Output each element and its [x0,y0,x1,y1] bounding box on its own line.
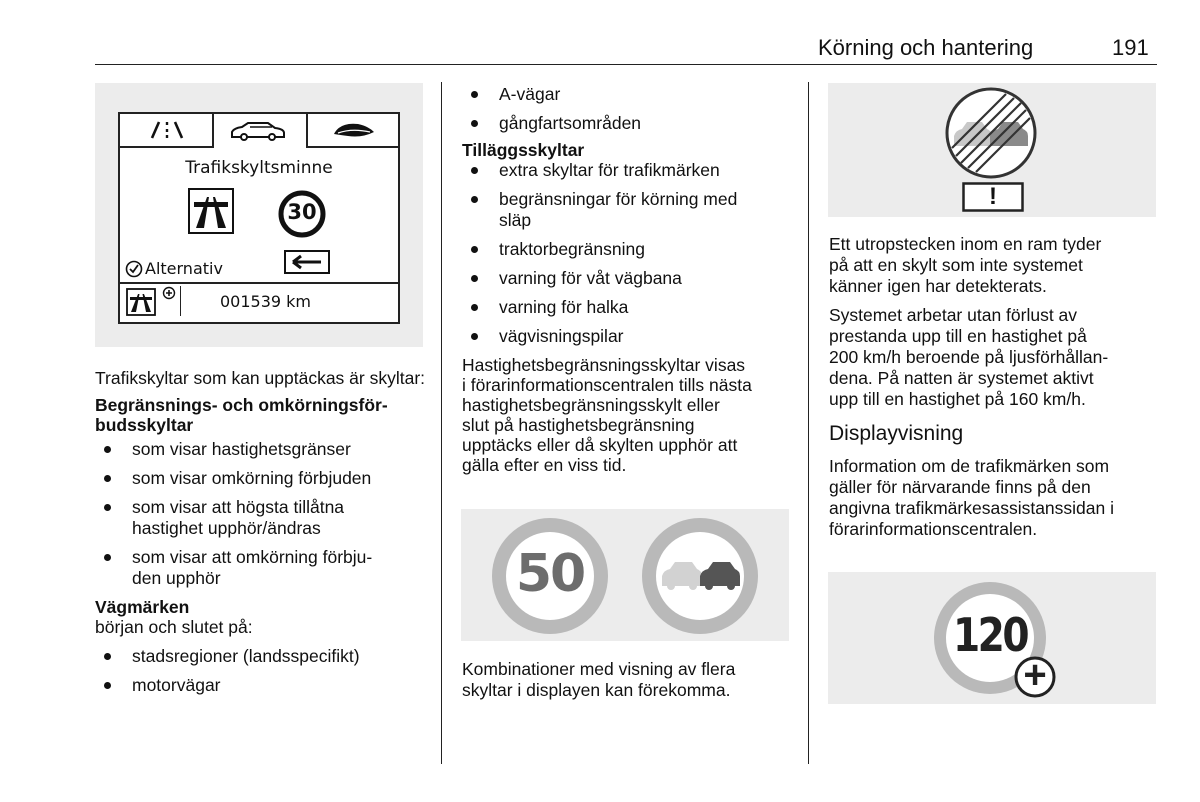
list-item: extra skyltar för trafikmärken [462,160,792,181]
list-item: varning för halka [462,297,792,318]
display-screen-title: Trafikskyltsminne [185,158,333,178]
intro-paragraph: Trafikskyltar som kan upptäckas är skyltar: [95,368,426,388]
plus-sign: + [1023,653,1047,697]
motorway-small-icon [126,288,156,316]
list-item: motorvägar [95,675,425,696]
end-no-overtaking-sign [944,86,1038,180]
column-2 [462,84,792,481]
list-item: gångfartsområden [462,113,792,134]
header-rule [95,64,1157,65]
leaf-icon [332,120,376,140]
speed-limit-30-value: 30 [287,200,317,224]
exclamation-mark: ! [989,183,997,210]
display-heading: Displayvisning [829,422,964,445]
list-item: begränsningar för körning med släp [462,189,792,231]
odometer-value: 001539 km [220,292,312,311]
check-circle-icon [125,260,143,278]
performance-paragraph: Systemet arbetar utan förlust av prestanda upp till en hastighet på 200 km/h beroende på ljusförhållan- dena. På natten är systemet aktivt upp till en hastighet på 160 km/h. [829,305,1109,409]
list-item: traktorbegränsning [462,239,792,260]
display-bottom-divider [180,286,181,316]
list-item: som visar hastighetsgränser [95,439,425,460]
road-signs-list [95,646,425,696]
road-signs-intro: början och slutet på: [95,617,253,637]
column-1 [95,368,425,704]
list-item: stadsregioner (landsspecifikt) [95,646,425,667]
plus-circle-small-icon [162,286,176,300]
speed-limit-paragraph: Hastighetsbegränsningsskyltar visas i förarinformationscentralen tills nästa hastighetsbegränsningsskylt eller slut på hastighetsbegränsning upptäcks eller då skylten upphör att gälla efter en viss tid. [462,355,752,475]
heading-additional-signs: Tilläggsskyltar [462,140,585,160]
figure-caption: Kombinationer med visning av flera skyltar i displayen kan förekomma. [462,659,736,700]
display-paragraph: Information om de trafikmärken som gäller för närvarande finns på den angivna trafikmärkesassistanssidan i förarinformationscentralen. [829,456,1114,539]
list-item: varning för våt vägbana [462,268,792,289]
motorway-sign-icon [188,188,234,234]
no-overtaking-sign [638,514,762,638]
heading-restriction-signs: Begränsnings- och omkörningsför- budsskyltar [95,395,388,435]
list-item: som visar att högsta tillåtna hastighet upphör/ändras [95,497,425,539]
heading-road-signs: Vägmärken [95,597,190,617]
speed-limit-50-value: 50 [515,544,585,604]
back-arrow-icon [284,250,330,274]
additional-signs-list [462,160,792,347]
exclamation-paragraph: Ett utropstecken inom en ram tyder på att en skylt som inte systemet känner igen har detekterats. [829,234,1102,296]
list-item: som visar omkörning förbjuden [95,468,425,489]
column-3 [829,234,1159,546]
alternative-label: Alternativ [145,259,223,278]
list-item: A-vägar [462,84,792,105]
column-divider-1 [441,82,442,764]
display-bottom-rule [120,282,398,284]
column-divider-2 [808,82,809,764]
lane-icon [142,119,192,141]
list-item: som visar att omkörning förbju- den upphör [95,547,425,589]
page-number: 191 [1112,35,1149,60]
restriction-list [95,439,425,589]
info-display-screen [118,112,400,324]
list-item: vägvisningspilar [462,326,792,347]
car-icon [228,120,288,142]
road-signs-list-continued [462,84,792,134]
speed-limit-120-value: 120 [953,608,1027,662]
section-title: Körning och hantering [818,35,1034,60]
